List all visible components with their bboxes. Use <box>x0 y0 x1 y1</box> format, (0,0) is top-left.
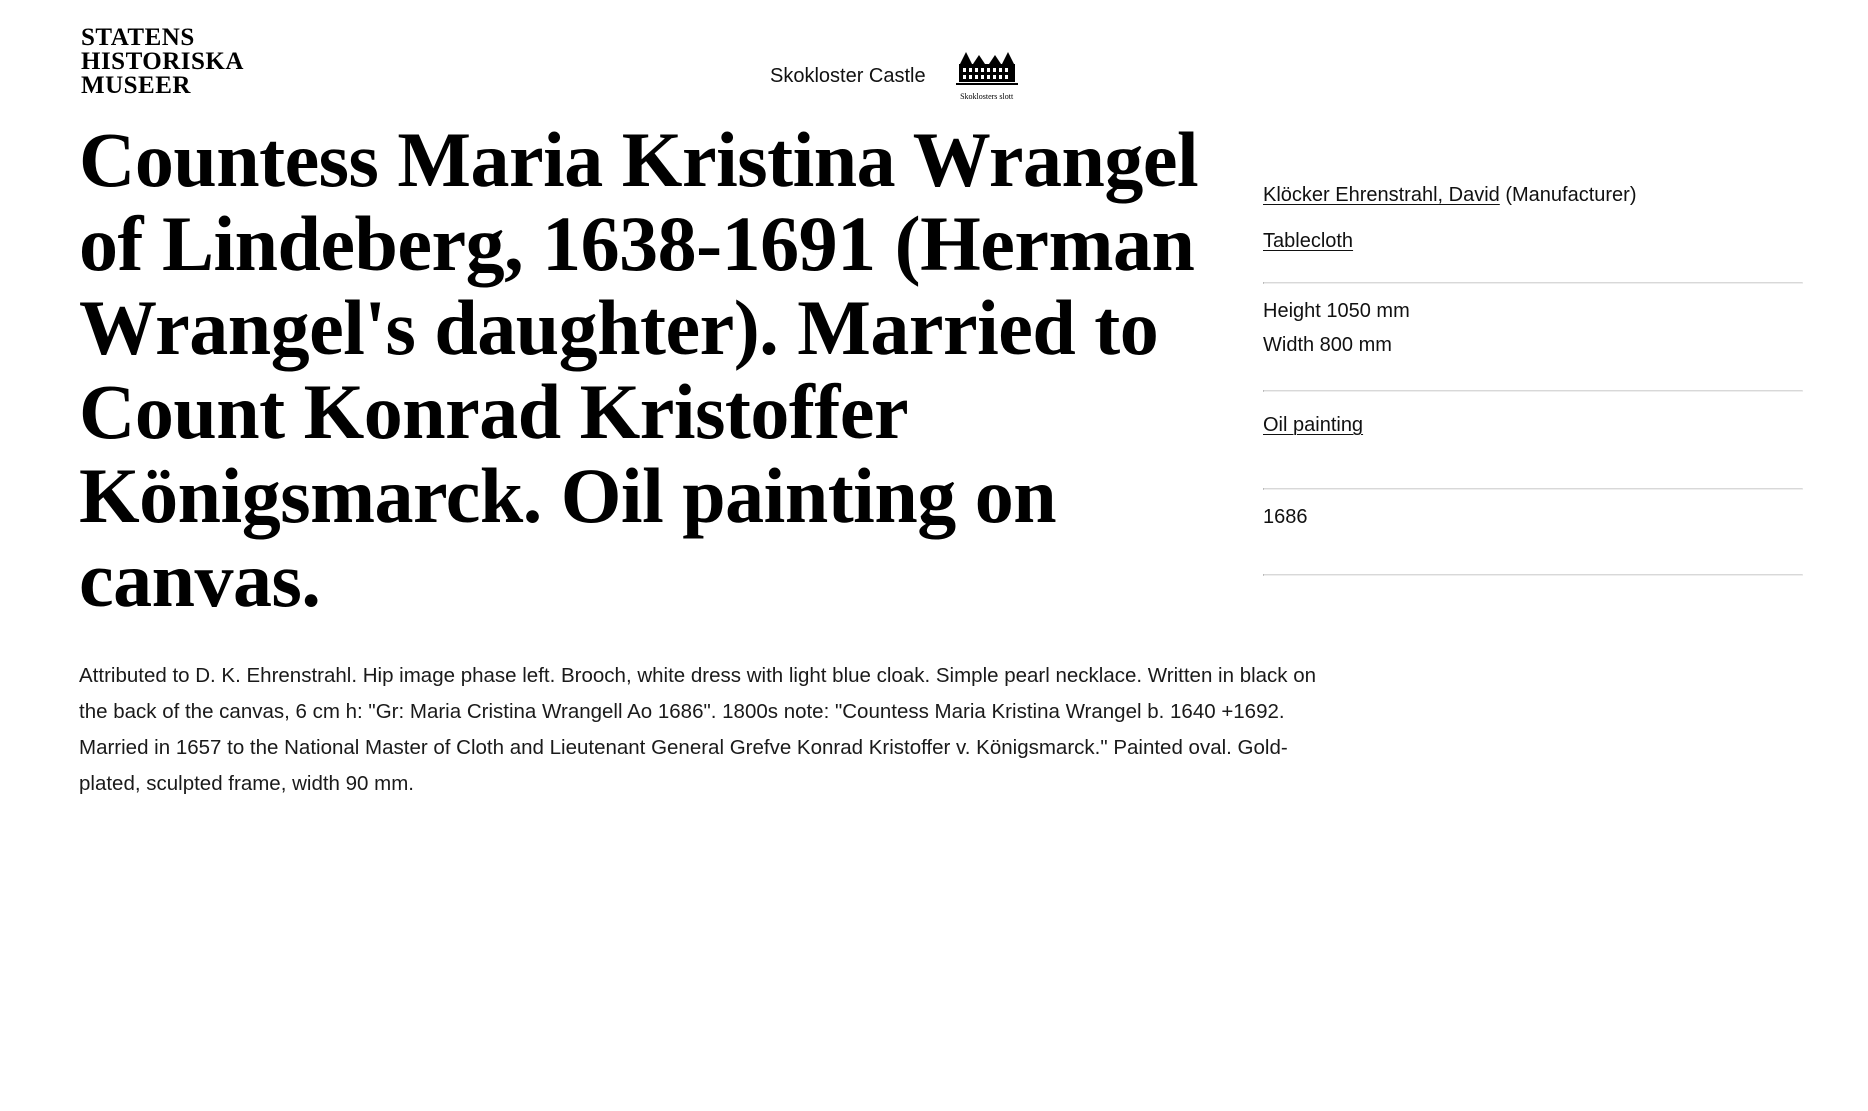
object-metadata-panel <box>1263 172 1803 576</box>
dimension-height: Height 1050 mm <box>1263 300 1410 322</box>
castle-name: Skokloster Castle <box>770 64 926 87</box>
maker-row <box>1263 172 1803 218</box>
museum-logo[interactable] <box>81 26 244 98</box>
brand-line-3: MUSEER <box>81 72 191 99</box>
castle-branding[interactable] <box>770 48 1020 104</box>
year-value: 1686 <box>1263 506 1308 528</box>
maker-role: (Manufacturer) <box>1499 184 1637 206</box>
maker-link[interactable]: Klöcker Ehrenstrahl, David <box>1263 184 1500 206</box>
site-header <box>0 0 1868 128</box>
castle-logo-caption: Skoklosters slott <box>960 92 1014 101</box>
metadata-group-year <box>1263 490 1803 574</box>
spacer <box>1263 392 1803 402</box>
brand-line-1: STATENS <box>81 24 195 51</box>
spacer <box>1263 490 1803 500</box>
object-description: Attributed to D. K. Ehrenstrahl. Hip image phase left. Brooch, white dress with light blue cloak. Simple pearl necklace. Written in black on the back of the canvas, 6 cm h: "Gr: Maria Cristina Wrangell Ao 1686". 1800s note: "Countess Maria Kristina Wrangel b. 1640 +1692. Married in 1657 to the National Master of Cloth and Lieutenant General Grefve Konrad Kristoffer v. Königsmarck." Painted oval. Gold-plated, sculpted frame, width 90 mm. <box>79 664 1317 795</box>
spacer <box>1263 362 1803 372</box>
castle-icon <box>954 48 1020 104</box>
material-link[interactable]: Tablecloth <box>1263 230 1354 252</box>
spacer <box>1263 284 1803 294</box>
page-title: Countess Maria Kristina Wrangel of Lindeberg, 1638-1691 (Herman Wrangel's daughter). Married to Count Konrad Kristoffer Königsmarck. Oil painting on canvas. <box>79 116 1199 623</box>
technique-row <box>1263 402 1803 448</box>
brand-line-2: HISTORISKA <box>81 48 244 75</box>
spacer <box>1263 448 1803 470</box>
metadata-group-technique <box>1263 392 1803 488</box>
spacer <box>1263 534 1803 556</box>
metadata-group-dimensions <box>1263 284 1803 390</box>
technique-link[interactable]: Oil painting <box>1263 414 1364 436</box>
material-row <box>1263 218 1803 264</box>
metadata-divider-4 <box>1263 574 1803 576</box>
dimension-width: Width 800 mm <box>1263 334 1392 356</box>
metadata-group-maker <box>1263 172 1803 282</box>
